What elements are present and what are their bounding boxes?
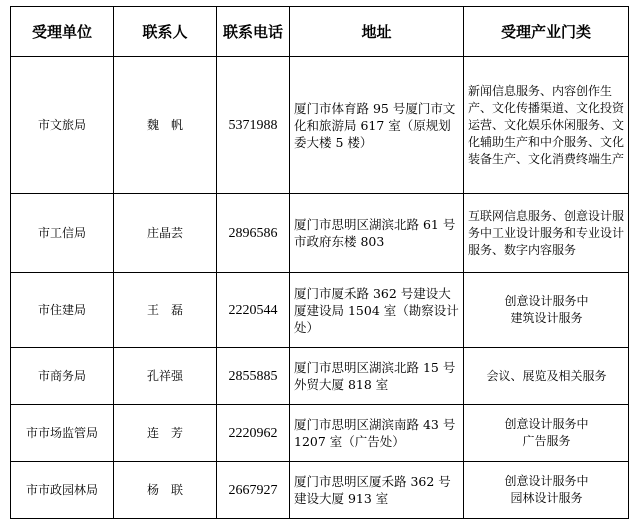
cell-unit: 市市政园林局	[11, 462, 114, 519]
category-line: 创意设计服务中	[504, 474, 589, 488]
cell-category	[464, 348, 629, 405]
header-row	[11, 7, 629, 57]
cell-phone: 5371988	[217, 57, 290, 194]
category-line: 会议、展览及相关服务	[486, 368, 607, 383]
table-wrapper	[10, 6, 629, 519]
cell-category	[464, 405, 629, 462]
table-row	[11, 273, 629, 348]
cell-address: 厦门市思明区厦禾路 362 号建设大厦 913 室	[290, 462, 464, 519]
table-row	[11, 405, 629, 462]
cell-category	[464, 57, 629, 194]
category-line: 创意设计服务中	[504, 294, 589, 308]
cell-phone: 2220962	[217, 405, 290, 462]
header-unit: 受理单位	[11, 7, 114, 57]
table-row	[11, 194, 629, 273]
cell-unit: 市住建局	[11, 273, 114, 348]
cell-contact: 连 芳	[114, 405, 217, 462]
cell-phone: 2896586	[217, 194, 290, 273]
cell-address: 厦门市思明区湖滨北路 61 号市政府东楼 803	[290, 194, 464, 273]
cell-phone: 2855885	[217, 348, 290, 405]
cell-address: 厦门市思明区湖滨南路 43 号 1207 室（广告处）	[290, 405, 464, 462]
category-line: 创意设计服务中	[504, 417, 589, 431]
cell-contact: 孔祥强	[114, 348, 217, 405]
cell-phone: 2220544	[217, 273, 290, 348]
header-phone: 联系电话	[217, 7, 290, 57]
table-row	[11, 57, 629, 194]
cell-unit: 市商务局	[11, 348, 114, 405]
cell-contact: 庄晶芸	[114, 194, 217, 273]
cell-category	[464, 273, 629, 348]
header-contact: 联系人	[114, 7, 217, 57]
cell-contact: 魏 帆	[114, 57, 217, 194]
cell-unit: 市文旅局	[11, 57, 114, 194]
cell-address: 厦门市体育路 95 号厦门市文化和旅游局 617 室（原规划委大楼 5 楼）	[290, 57, 464, 194]
cell-unit: 市市场监管局	[11, 405, 114, 462]
cell-unit: 市工信局	[11, 194, 114, 273]
category-line: 新闻信息服务、内容创作生产、文化传播渠道、文化投资运营、文化娱乐休闲服务、文化辅助生产和中介服务、文化装备生产、文化消费终端生产	[468, 83, 625, 166]
cell-contact: 王 磊	[114, 273, 217, 348]
departments-table	[10, 6, 629, 519]
header-category: 受理产业门类	[464, 7, 629, 57]
cell-category	[464, 462, 629, 519]
category-line: 建筑设计服务	[510, 311, 583, 325]
cell-category	[464, 194, 629, 273]
cell-contact: 杨 联	[114, 462, 217, 519]
table-row	[11, 462, 629, 519]
category-line: 园林设计服务	[510, 491, 583, 505]
category-line: 广告服务	[522, 434, 571, 448]
cell-address: 厦门市思明区湖滨北路 15 号外贸大厦 818 室	[290, 348, 464, 405]
category-line: 互联网信息服务、创意设计服务中工业设计服务和专业设计服务、数字内容服务	[468, 208, 625, 257]
cell-address: 厦门市厦禾路 362 号建设大厦建设局 1504 室（勘察设计处）	[290, 273, 464, 348]
table-row	[11, 348, 629, 405]
cell-phone: 2667927	[217, 462, 290, 519]
header-address: 地址	[290, 7, 464, 57]
